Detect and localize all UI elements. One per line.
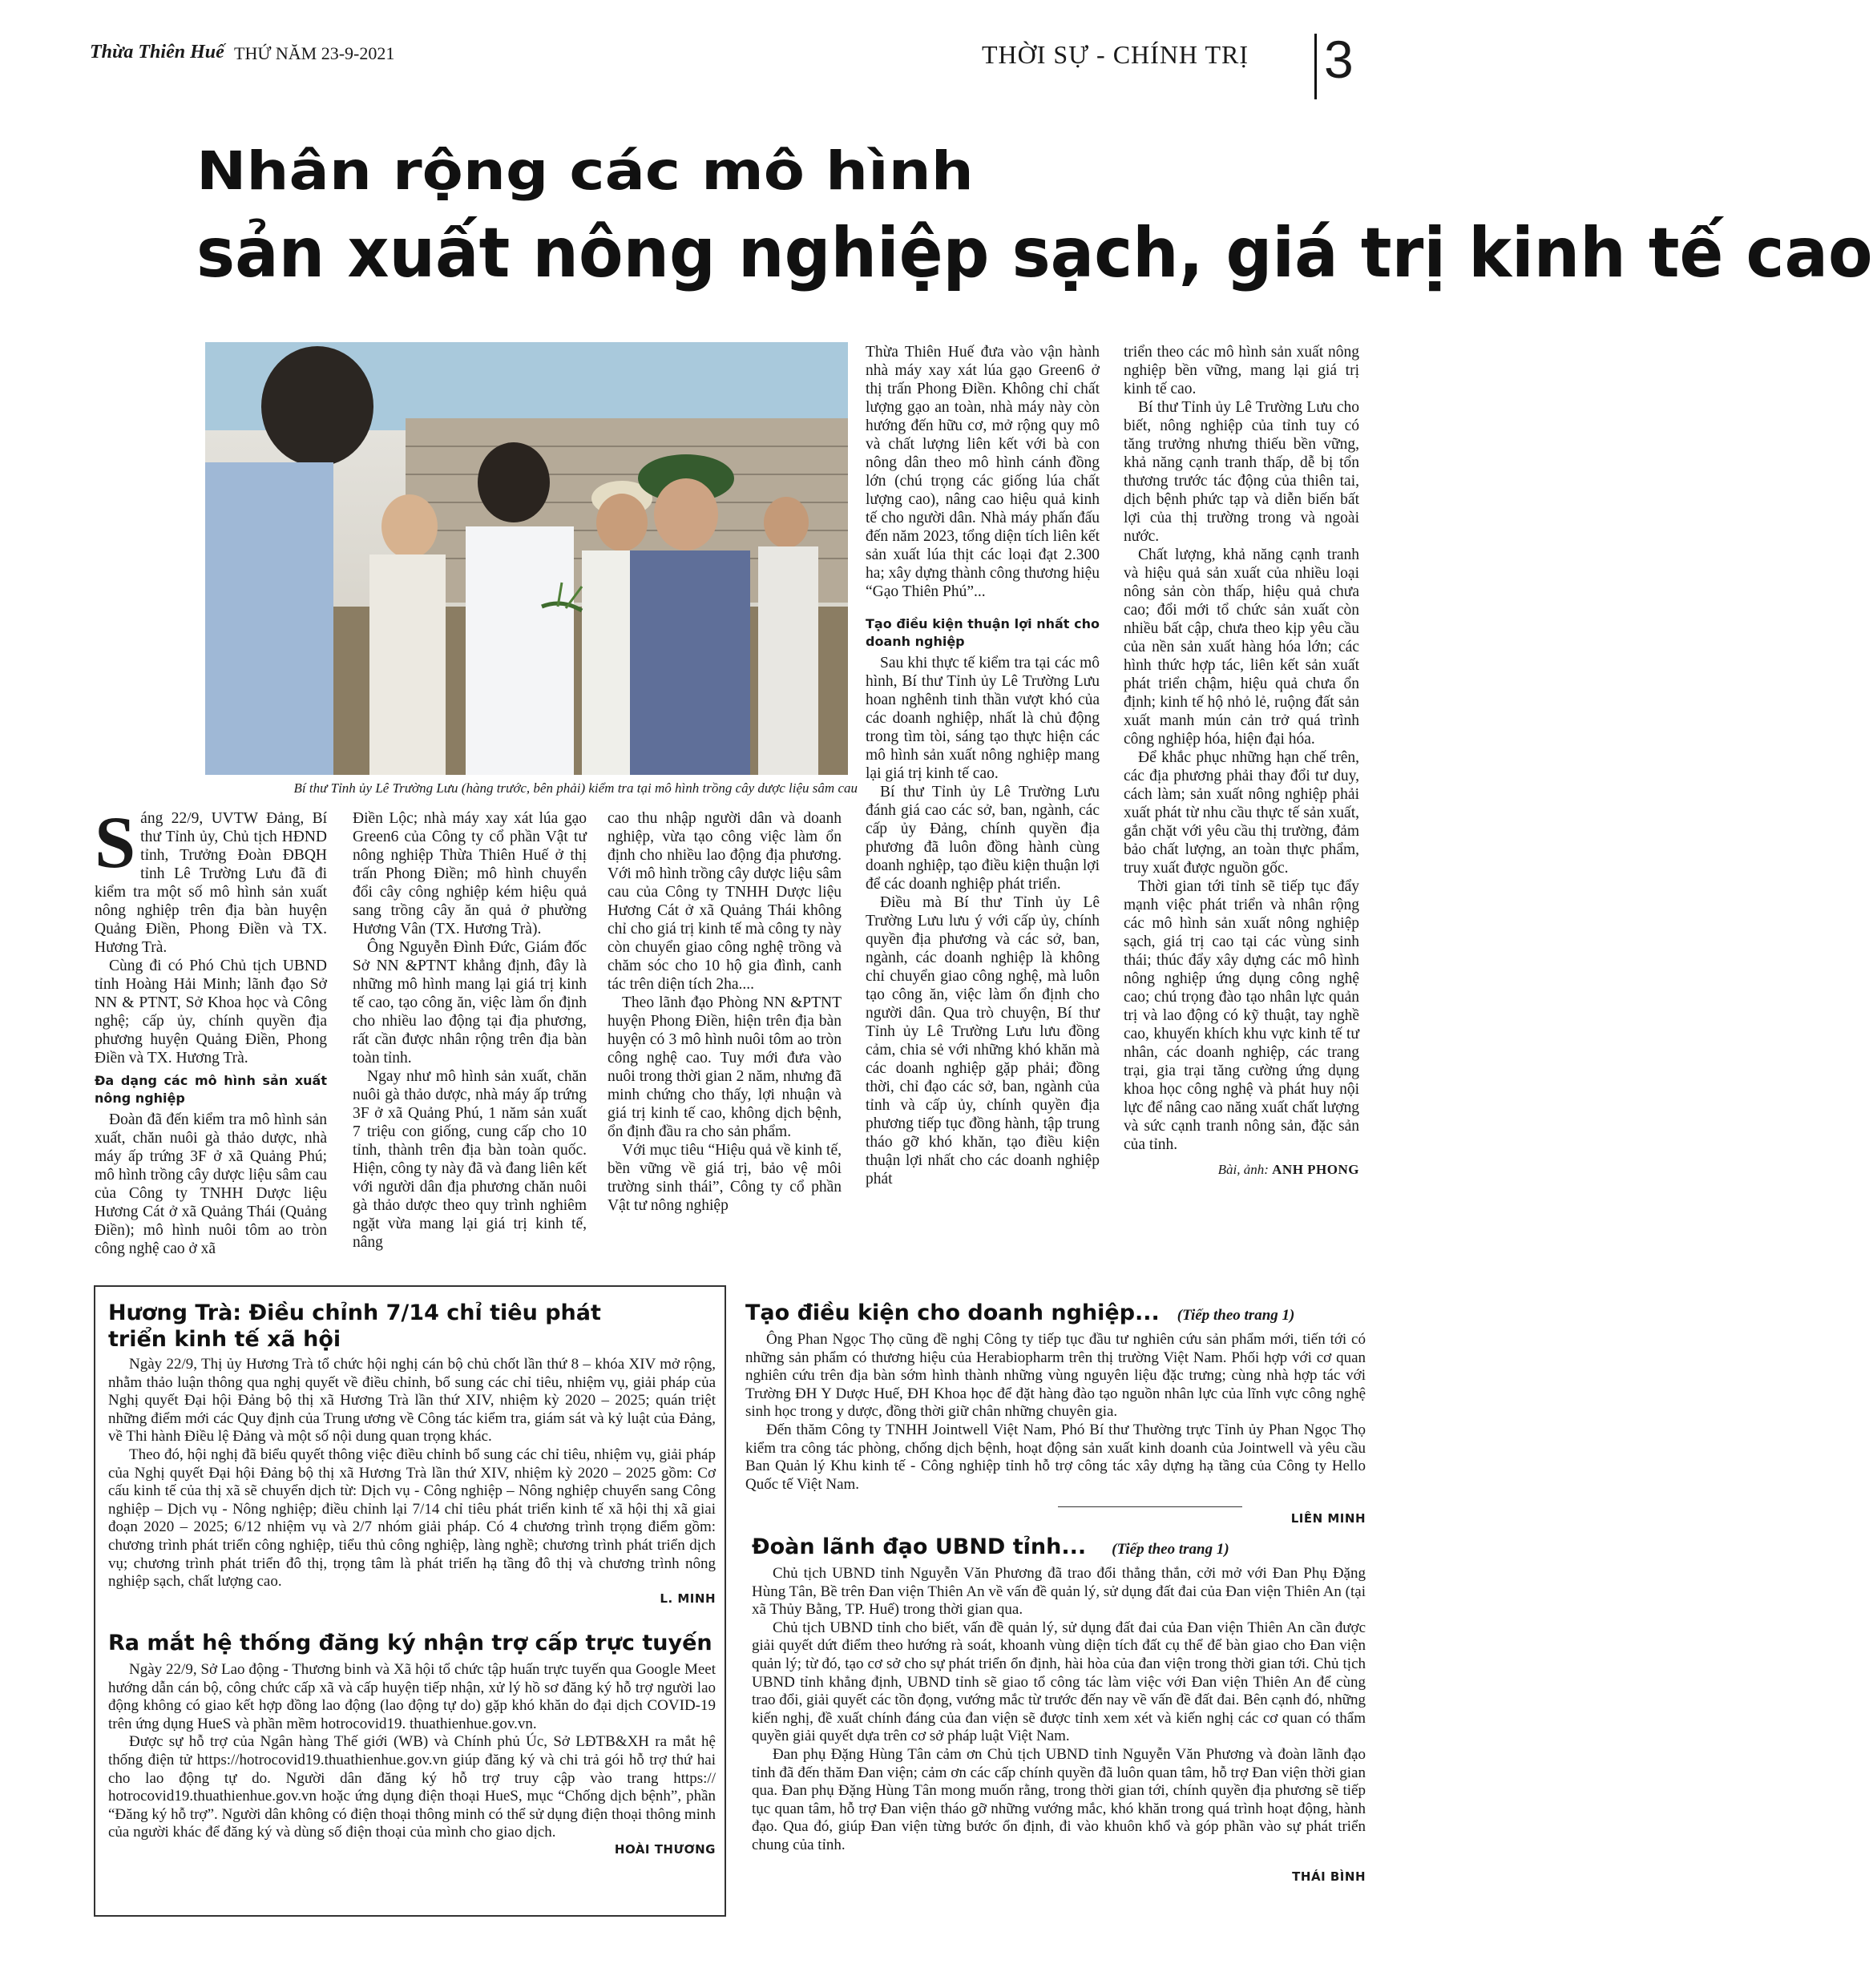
headline-line-2: sản xuất nông nghiệp sạch, giá trị kinh tế cao <box>196 213 1873 293</box>
continued-label: (Tiếp theo trang 1) <box>1177 1307 1295 1324</box>
drop-cap: S <box>95 801 136 883</box>
paragraph: Chủ tịch UBND tỉnh Nguyễn Văn Phương đã trao đổi thẳng thắn, cởi mở với Đan Phụ Đặng Hùng Tân, Bề trên Đan viện Thiên An về vấn đề quản lý, sử dụng đất đai của Đan viện Thiên An (tại xã Thủy Bằng, TP. Huế) trong thời gian qua. <box>752 1565 1366 1619</box>
doanh-nghiep-byline: LIÊN MINH <box>1290 1511 1366 1526</box>
section-title: THỜI SỰ - CHÍNH TRỊ <box>982 40 1249 69</box>
article-column-4 <box>866 343 1100 1188</box>
paragraph: Ngày 22/9, Thị ủy Hương Trà tổ chức hội nghị cán bộ chủ chốt lần thứ 8 – khóa XIV mở rộng, nhằm thảo luận thông qua nghị quyết về điều chỉnh, bổ sung các chỉ tiêu, nhiệm vụ, giải pháp của Nghị quyết Đại hội Đảng bộ thị xã Hương Trà lần thứ XIV, nhiệm kỳ 2020 – 2025; quán triệt những điểm mới các Quy định của Trung ương về Công tác kiểm tra, giám sát và kỷ luật của Đảng, về Thi hành Điều lệ Đảng và một số nội dung quan trọng khác. <box>108 1356 716 1446</box>
article-column-2 <box>353 809 587 1252</box>
article-column-5 <box>1124 343 1359 1179</box>
subheading: Đa dạng các mô hình sản xuất nông nghiệp <box>95 1073 327 1106</box>
doanh-nghiep-article <box>745 1300 1366 1526</box>
subheading: Tạo điều kiện thuận lợi nhất cho doanh nghiệp <box>866 616 1100 649</box>
paragraph: Ông Phan Ngọc Thọ cũng đề nghị Công ty tiếp tục đầu tư nghiên cứu sản phẩm mới, tiến tới có những sản phẩm có thương hiệu của Herabiopharm trên thị trường Việt Nam. Phối hợp với cơ quan nghiên cứu trên địa bàn sớm hình thành những vùng nguyên liệu đặc trưng; cùng nhà hợp tác với Trường ĐH Y Dược Huế, ĐH Khoa học để đặt hàng đào tạo nguồn nhân lực của lĩnh vực công nghệ sinh học trong y dược, đồng thời giữ chân những chuyên gia. <box>745 1331 1366 1421</box>
article-column-1 <box>95 801 327 1258</box>
article-byline <box>1124 1160 1359 1179</box>
doanh-nghiep-body <box>745 1331 1366 1494</box>
paragraph: triển theo các mô hình sản xuất nông nghiệp bền vững, mang lại giá trị kinh tế cao. <box>1124 344 1359 397</box>
paragraph: Theo lãnh đạo Phòng NN &PTNT huyện Phong Điền, hiện trên địa bàn huyện có 3 mô hình nuôi tôm ao tròn công nghệ cao. Tuy mới đưa vào nuôi trong thời gian 2 năm, nhưng đã minh chứng cho thấy, lợi nhuận và giá trị kinh tế cao, không dịch bệnh, ổn định đầu ra cho sản phẩm. <box>608 994 842 1140</box>
paragraph: cao thu nhập người dân và doanh nghiệp, vừa tạo công việc làm ổn định cho nhiều lao động địa phương. Với mô hình trồng cây dược liệu sâm cau của Công ty TNHH Dược liệu Hương Cát ở xã Quảng Thái không chỉ cho giá trị kinh tế mà công ty này còn chuyển giao công nghệ trồng và chăm sóc cho 10 hộ gia đình, canh tác trên diện tích 2ha.... <box>608 810 842 993</box>
dang-ky-byline: HOÀI THƯƠNG <box>614 1841 716 1857</box>
photo-illustration <box>205 342 848 775</box>
huong-tra-body <box>108 1356 716 1591</box>
paragraph: Để khắc phục những hạn chế trên, các địa phương phải thay đổi tư duy, cách làm; sản xuất nông nghiệp phải xuất phát từ nhu cầu thực tế sản xuất, gắn chặt với yêu cầu thị trường, đảm bảo chất lượng, an toàn thực phẩm, truy xuất được nguồn gốc. <box>1124 749 1359 877</box>
paragraph: Thời gian tới tỉnh sẽ tiếp tục đẩy mạnh việc phát triển và nhân rộng các mô hình sản xuất nông nghiệp sạch, giá trị cao tại các vùng sinh thái; thúc đẩy xây dựng các mô hình nông nghiệp ứng dụng công nghệ cao; chú trọng đào tạo nhân lực quản trị và lao động có kỹ thuật, tay nghề cao, khuyến khích khu vực kinh tế tư nhân, các doanh nghiệp, các trang trại, gia trại tăng cường ứng dụng khoa học công nghệ và phát huy nội lực để nâng cao năng xuất chất lượng và sức cạnh tranh nông sản, đặc sản của tỉnh. <box>1124 878 1359 1153</box>
dang-ky-title: Ra mắt hệ thống đăng ký nhận trợ cấp trực tuyến <box>108 1631 712 1655</box>
huong-tra-article <box>108 1300 716 1606</box>
paragraph: Chủ tịch UBND tỉnh cho biết, vấn đề quản lý, sử dụng đất đai của Đan viện Thiên An cần được giải quyết dứt điểm theo hướng rà soát, khoanh vùng diện tích đất cụ thể để bàn giao cho Đan viện quản lý; từ đó, tạo cơ sở cho sự phát triển ổn định, hài hòa của đan viện trong thời gian tới. Chủ tịch UBND tỉnh khẳng định, UBND tỉnh sẽ giao tổ công tác làm việc với Đan viện Thiên An để cùng trao đổi, giải quyết các tồn đọng, vướng mắc từ trước đến nay về vấn đề đất đai. Bên cạnh đó, những kiến nghị, đề xuất chính đáng của đan viện sẽ được tỉnh xem xét và kiến nghị các cơ quan có thẩm quyền giải quyết dựa trên cơ sở pháp luật Việt Nam. <box>752 1619 1366 1745</box>
paragraph: Với mục tiêu “Hiệu quả về kinh tế, bền vững về giá trị, bảo vệ môi trường sinh thái”, Công ty cổ phần Vật tư nông nghiệp <box>608 1142 842 1214</box>
paragraph: Sau khi thực tế kiểm tra tại các mô hình, Bí thư Tỉnh ủy Lê Trường Lưu hoan nghênh tinh thần vượt khó của các doanh nghiệp, nhất là chủ động trong tìm tòi, sáng tạo thực hiện các mô hình sản xuất nông nghiệp mang lại giá trị kinh tế cao. <box>866 655 1100 782</box>
paragraph: Thừa Thiên Huế đưa vào vận hành nhà máy xay xát lúa gạo Green6 ở thị trấn Phong Điền. Không chỉ chất lượng gạo an toàn, nhà máy này còn hướng đến hữu cơ, mở rộng quy mô và chất lượng liên kết với bà con nông dân theo mô hình cánh đồng lớn (chú trọng các giống lúa chất lượng cao), nâng cao hiệu quả kinh tế cho người dân. Nhà máy phấn đấu đến năm 2023, tổng diện tích liên kết sản xuất lúa thịt các loại đạt 2.300 ha; xây dựng thành công thương hiệu “Gạo Thiên Phú”... <box>866 344 1100 600</box>
paragraph: Chất lượng, khả năng cạnh tranh và hiệu quả sản xuất của nhiều loại nông sản còn thấp, hiệu quả chưa cao; đổi mới tổ chức sản xuất còn nhiều bất cập, chưa theo kịp yêu cầu của nền sản xuất hàng hóa lớn; các hình thức hợp tác, liên kết sản xuất phát triển chậm, hiệu quả chưa ổn định; kinh tế hộ nhỏ lẻ, ruộng đất sản xuất manh mún cản trở quá trình công nghiệp hóa, hiện đại hóa. <box>1124 546 1359 748</box>
photo-caption: Bí thư Tỉnh ủy Lê Trường Lưu (hàng trước, bên phải) kiểm tra tại mô hình trồng cây dược liệu sâm cau <box>293 780 858 796</box>
doan-lanh-dao-byline: THÁI BÌNH <box>1292 1869 1366 1884</box>
doanh-nghiep-title: Tạo điều kiện cho doanh nghiệp... <box>745 1300 1160 1325</box>
paragraph: Bí thư Tỉnh ủy Lê Trường Lưu đánh giá cao các sở, ban, ngành, các cấp ủy Đảng, chính quyền địa phương đã luôn đồng hành cùng doanh nghiệp, tạo điều kiện thuận lợi để các doanh nghiệp phát triển. <box>866 784 1100 893</box>
header-divider <box>1314 34 1317 99</box>
doan-lanh-dao-body <box>752 1565 1366 1855</box>
paragraph: Được sự hỗ trợ của Ngân hàng Thế giới (WB) và Chính phủ Úc, Sở LĐTB&XH ra mắt hệ thống điện tử https://hotrocovid19.thuathienhue.gov.vn giúp đăng ký và chi trả gói hỗ trợ thứ hai cho lao động tự do. Người dân đăng ký hỗ trợ truy cập vào trang https:// hotrocovid19.thuathienhue.gov.vn hoặc ứng dụng điện thoại HueS, mục “Chống dịch bệnh”, phần “Đăng ký hỗ trợ”. Người dân không có điện thoại thông minh có thể sử dụng điện thoại thông minh của người khác để đăng ký và dùng số điện thoại của mình cho giao dịch. <box>108 1733 716 1841</box>
divider-line <box>1058 1506 1242 1507</box>
headline-line-1: Nhân rộng các mô hình <box>196 140 974 202</box>
paragraph: Theo đó, hội nghị đã biểu quyết thông việc điều chỉnh bổ sung các chỉ tiêu, nhiệm vụ, giải pháp của Nghị quyết Đại hội Đảng bộ thị xã Hương Trà lần thứ XIV, nhiệm kỳ 2020 – 2025 gồm: Cơ cấu kinh tế của thị xã sẽ chuyển dịch từ: Dịch vụ - Công nghiệp – Nông nghiệp chuyển sang Công nghiệp – Dịch vụ - Nông nghiệp; điều chỉnh lại 7/14 chỉ tiêu phát triển kinh tế xã hội thị xã giai đoạn 2020 – 2025; 6/12 nhiệm vụ và 2/7 nhóm giải pháp. Có 4 chương trình trọng điểm gồm: chương trình phát triển công nghiệp, tiểu thủ công nghiệp, làng nghề; chương trình phát triển dịch vụ; chương trình phát triển đô thị, trọng tâm là phát triển hạ tầng đô thị và chương trình nông nghiệp sạch, chất lượng cao. <box>108 1446 716 1591</box>
page-number: 3 <box>1324 30 1354 89</box>
huong-tra-title: Hương Trà: Điều chỉnh 7/14 chỉ tiêu phát triển kinh tế xã hội <box>108 1300 601 1352</box>
paragraph: Điều mà Bí thư Tỉnh ủy Lê Trường Lưu lưu ý với cấp ủy, chính quyền địa phương và các sở, ban, ngành, các doanh nghiệp là không chỉ chuyển giao công nghệ, mà luôn tạo công ăn, việc làm ổn định cho người dân. Qua trò chuyện, Bí thư Tỉnh ủy Lê Trường Lưu lưu đồng cảm, chia sẻ với những khó khăn mà các doanh nghiệp gặp phải; đồng thời, chỉ đạo các sở, ban, ngành của tỉnh và cấp ủy, chính quyền địa phương tiếp tục đồng hành, tập trung tháo gỡ khó khăn, tạo điều kiện thuận lợi nhất cho các doanh nghiệp phát <box>866 894 1100 1188</box>
paragraph: Cùng đi có Phó Chủ tịch UBND tỉnh Hoàng Hải Minh; lãnh đạo Sở NN & PTNT, Sở Khoa học và Công nghệ; cấp ủy, chính quyền địa phương huyện Quảng Điền, Phong Điền và TX. Hương Trà. <box>95 958 327 1067</box>
newspaper-name: Thừa Thiên Huế <box>90 42 224 63</box>
paragraph: Ngày 22/9, Sở Lao động - Thương binh và Xã hội tổ chức tập huấn trực tuyến qua Google Meet hướng dẫn cán bộ, công chức cấp xã và cấp huyện tiếp nhận, xử lý hồ sơ đăng ký hỗ trợ người lao động không có giao kết hợp đồng lao động (lao động tự do) gặp khó khăn do đại dịch COVID-19 trên ứng dụng HueS và phần mềm hotrocovid19. thuathienhue.gov.vn. <box>108 1661 716 1732</box>
article-column-3 <box>608 809 842 1215</box>
doan-lanh-dao-title: Đoàn lãnh đạo UBND tỉnh... <box>752 1534 1087 1559</box>
paragraph: Đến thăm Công ty TNHH Jointwell Việt Nam, Phó Bí thư Thường trực Tỉnh ủy Phan Ngọc Thọ kiểm tra công tác phòng, chống dịch bệnh, hoạt động sản xuất kinh doanh của Jointwell và yêu cầu Ban Quản lý Khu kinh tế - Công nghiệp tỉnh hỗ trợ công tác xây dựng hạ tầng của Công ty Hello Quốc tế Việt Nam. <box>745 1421 1366 1493</box>
huong-tra-byline: L. MINH <box>660 1591 716 1606</box>
paragraph: Bí thư Tỉnh ủy Lê Trường Lưu cho biết, nông nghiệp của tỉnh tuy có tăng trưởng nhưng thiếu bền vững, khả năng cạnh tranh thấp, dễ bị tổn thương trước tác động của thiên tai, dịch bệnh phức tạp và diễn biến bất lợi của thị trường trong và ngoài nước. <box>1124 399 1359 545</box>
doan-lanh-dao-article <box>752 1534 1366 1884</box>
paragraph: Ông Nguyễn Đình Đức, Giám đốc Sở NN &PTNT khẳng định, đây là những mô hình mang lại giá trị kinh tế cao, tạo công ăn, việc làm ổn định cho nhiều lao động tại địa phương, rất cần được nhân rộng trên địa bàn toàn tỉnh. <box>353 939 587 1067</box>
issue-date: THỨ NĂM 23-9-2021 <box>234 43 395 63</box>
paragraph: Đan phụ Đặng Hùng Tân cảm ơn Chủ tịch UBND tỉnh Nguyễn Văn Phương và đoàn lãnh đạo tỉnh đã đến thăm Đan viện; cảm ơn các cấp chính quyền đã luôn quan tâm, hỗ trợ Đan viện thời gian qua. Đan phụ Đặng Hùng Tân mong muốn rằng, trong thời gian tới, chính quyền địa phương sẽ tiếp tục quan tâm, hỗ trợ Đan viện tháo gỡ những vướng mắc, khó khăn trong quá trình hoạt động, hành đạo. Qua đó, giúp Đan viện từng bước ổn định, đi vào khuôn khổ và góp phần vào sự phát triển chung của tỉnh. <box>752 1745 1366 1853</box>
byline-author: ANH PHONG <box>1272 1162 1359 1177</box>
byline-label: Bài, ảnh: <box>1217 1162 1269 1177</box>
dang-ky-article <box>108 1630 716 1857</box>
lead-paragraph: áng 22/9, UVTW Đảng, Bí thư Tỉnh ủy, Chủ tịch HĐND tỉnh, Trưởng Đoàn ĐBQH tỉnh Lê Trường Lưu đã đi kiểm tra một số mô hình sản xuất nông nghiệp trên địa bàn huyện Quảng Điền, Phong Điền và TX. Hương Trà. <box>95 810 327 956</box>
article-photo <box>205 342 848 775</box>
continued-label: (Tiếp theo trang 1) <box>1112 1541 1229 1558</box>
dang-ky-body <box>108 1661 716 1842</box>
paragraph: Đoàn đã đến kiểm tra mô hình sản xuất, chăn nuôi gà thảo dược, nhà máy ấp trứng 3F ở xã Quảng Phú; mô hình trồng cây dược liệu sâm cau của Công ty TNHH Dược liệu Hương Cát ở xã Quảng Thái (Quảng Điền); mô hình nuôi tôm ao tròn công nghệ cao ở xã <box>95 1111 327 1257</box>
paragraph: Ngay như mô hình sản xuất, chăn nuôi gà thảo dược, nhà máy ấp trứng 3F ở xã Quảng Phú, 1 năm sản xuất 7 triệu con giống, cung cấp cho 10 tỉnh, thành trên địa bàn toàn quốc. Hiện, công ty này đã và đang liên kết với người dân địa phương chăn nuôi gà thảo dược theo quy trình nghiêm ngặt vừa mang lại giá trị kinh tế, nâng <box>353 1068 587 1251</box>
paragraph: Điền Lộc; nhà máy xay xát lúa gạo Green6 của Công ty cổ phần Vật tư nông nghiệp Thừa Thiên Huế ở thị trấn Phong Điền; mô hình chuyển đổi cây công nghiệp kém hiệu quả sang trồng cây ăn quả ở phường Hương Vân (TX. Hương Trà). <box>353 810 587 938</box>
